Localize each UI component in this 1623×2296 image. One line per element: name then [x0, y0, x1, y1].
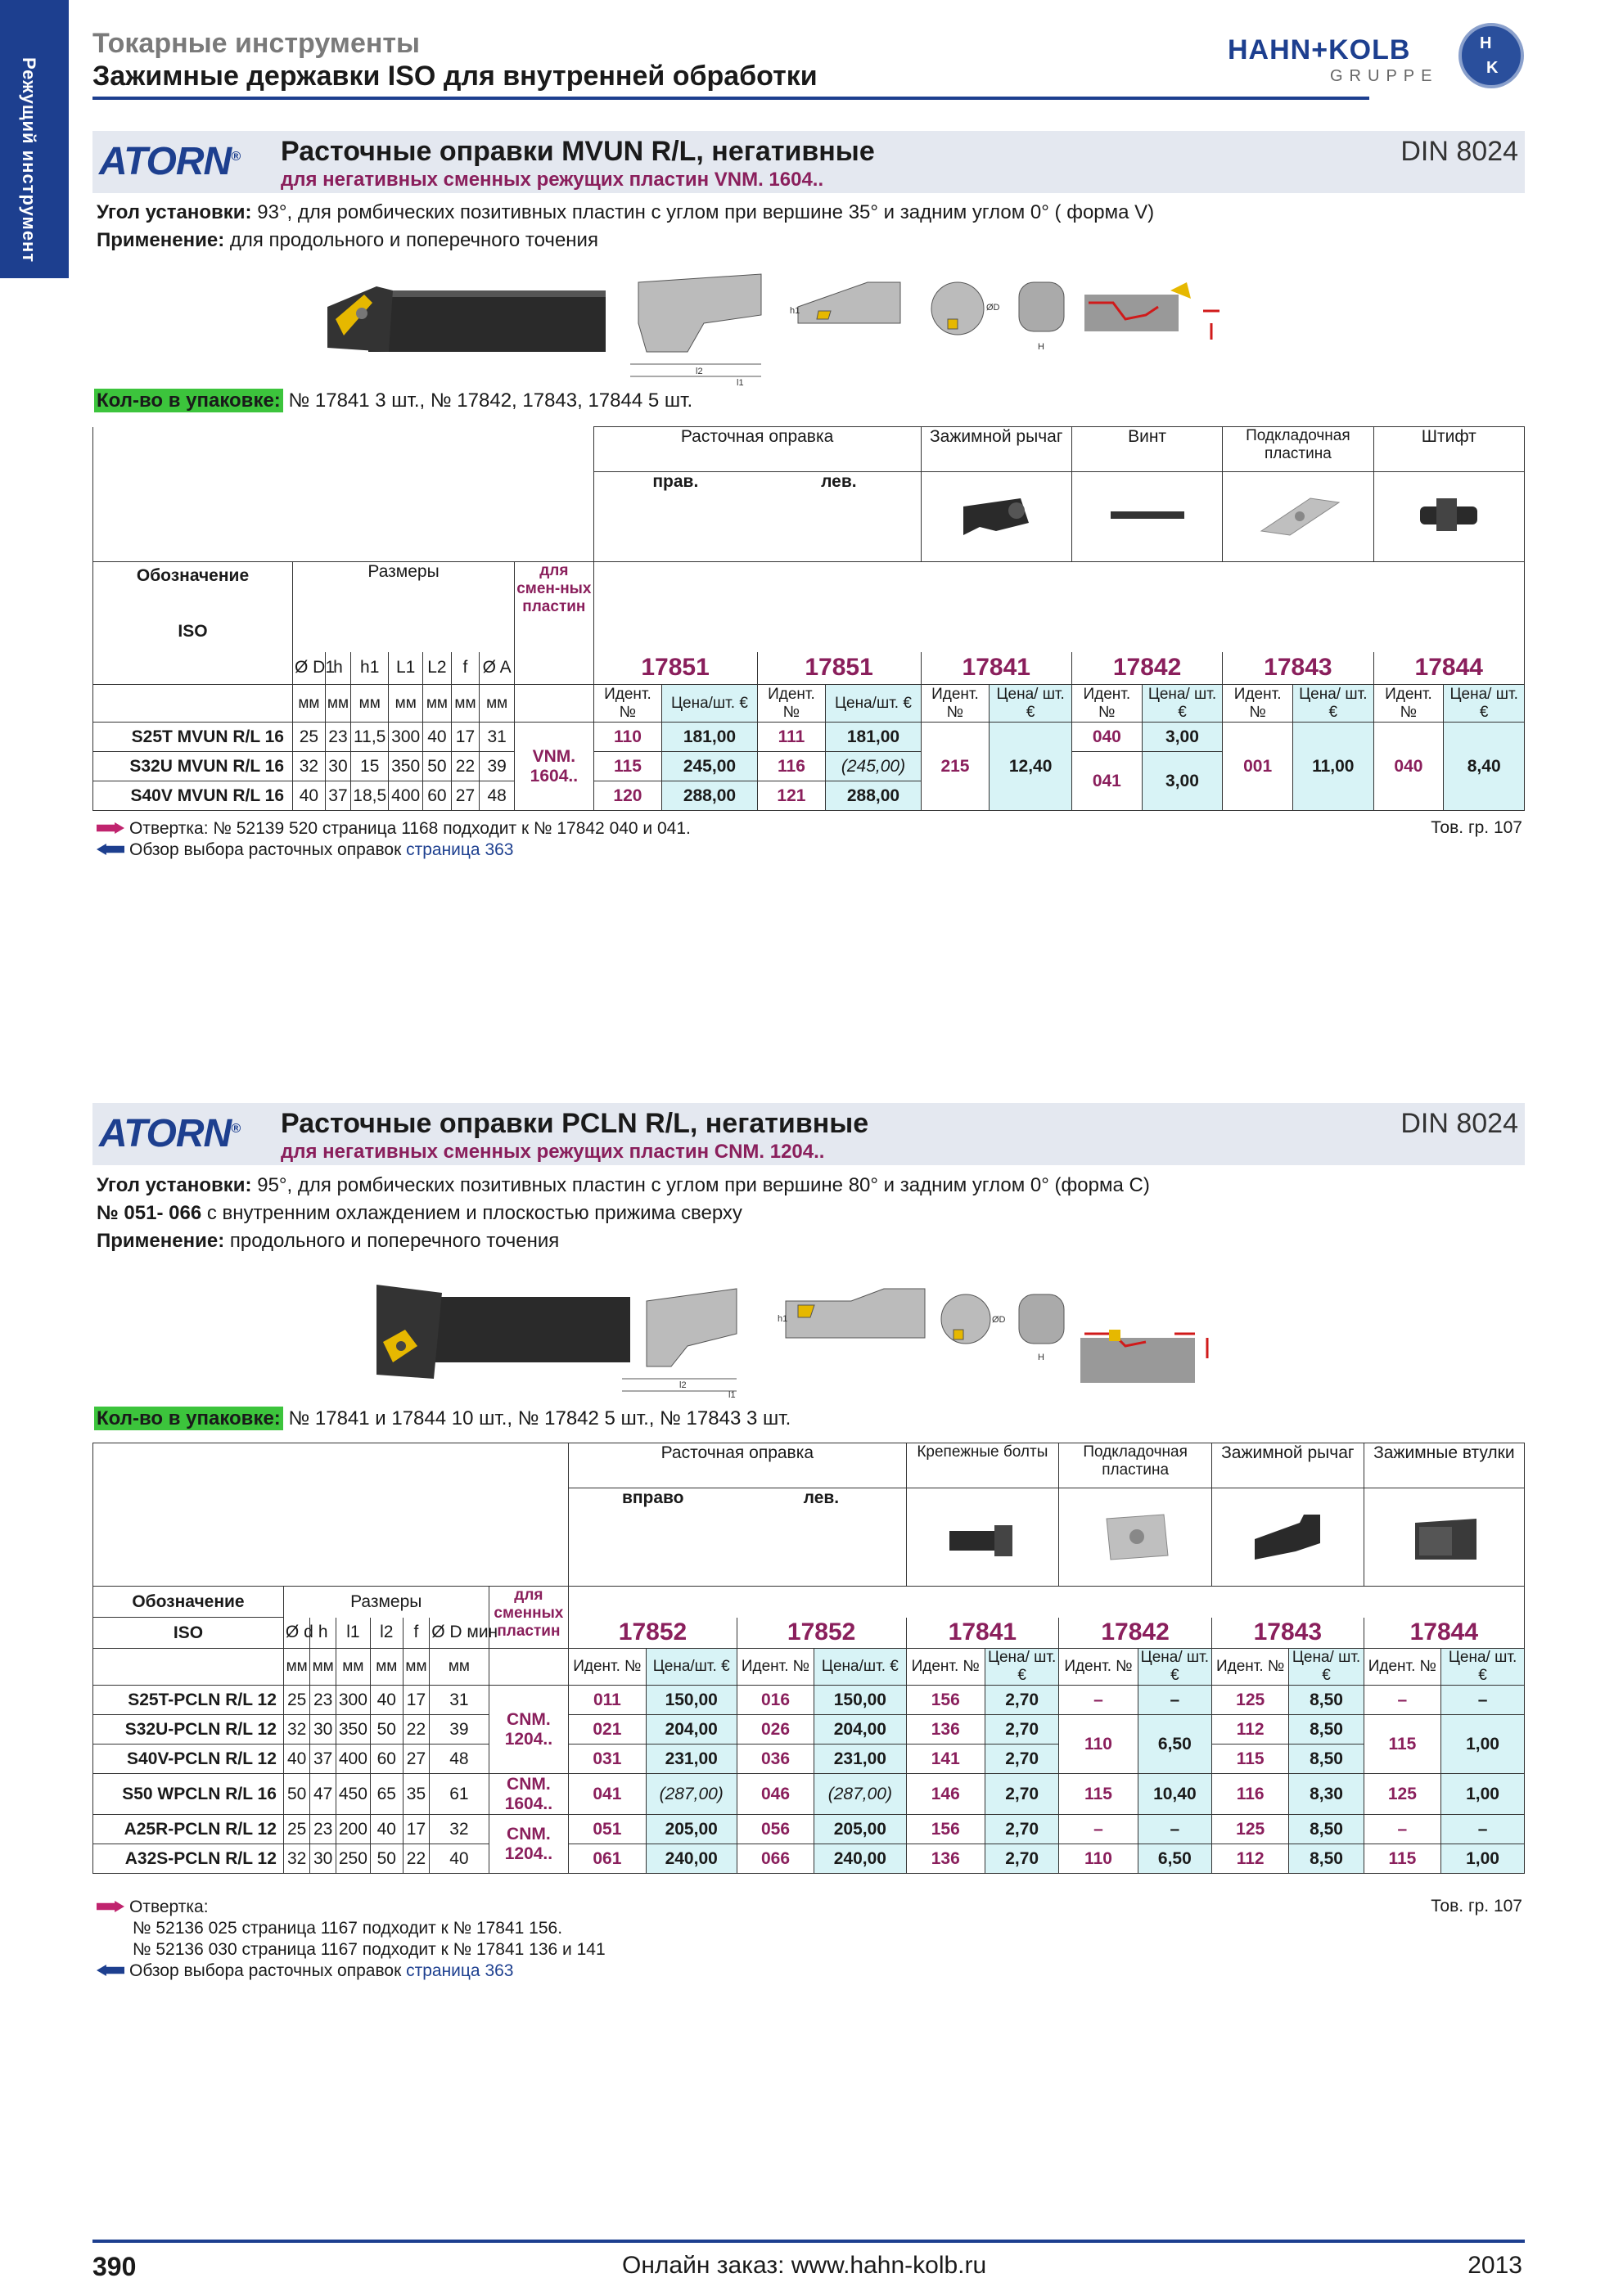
table-row: S32U-PCLN R/L 12 32 30 350 50 22 39 021 204,00 026 204,00 136 2,70 110 6,50 112 8,50 115 1,00	[93, 1715, 1525, 1745]
section1-pack-qty: Кол-во в упаковке: № 17841 3 шт., № 17842, 17843, 17844 5 шт.	[94, 389, 692, 412]
screw-photo	[1071, 472, 1222, 562]
arrow-right-icon	[97, 1901, 124, 1912]
group-lever: Зажимной рычаг	[921, 427, 1071, 472]
logo-wordmark: HAHN+KOLB	[1228, 34, 1411, 65]
group-pin: Штифт	[1373, 427, 1524, 472]
svg-text:l2: l2	[679, 1380, 687, 1390]
group-shim: Подкладочная пластина	[1223, 427, 1373, 472]
sleeve-photo	[1364, 1488, 1524, 1587]
article-17843: 17843	[1223, 652, 1373, 685]
svg-text:ØD: ØD	[992, 1315, 1006, 1325]
left-hand-label: лев.	[757, 472, 921, 562]
din-standard: DIN 8024	[1400, 136, 1518, 167]
page-link[interactable]: страница 363	[406, 1961, 514, 1980]
section2-drawings	[376, 1285, 1244, 1399]
svg-text:l2: l2	[696, 367, 703, 376]
bar-section-drawing	[931, 282, 1064, 352]
table-row: S25T MVUN R/L 16 25 23 11,5 300 40 17 31 VNM. 1604.. 110 181,00 111 181,00 215 12,40 040 3,00 001 11,00 040 8,40	[93, 723, 1525, 752]
table-row: S25T-PCLN R/L 12 25 23 300 40 17 31 CNM. 1204.. 011 150,00 016 150,00 156 2,70 – – 125 8,50 – –	[93, 1686, 1525, 1715]
section1-drawings	[327, 274, 1244, 388]
product-group: Тов. гр. 107	[1431, 1897, 1522, 1916]
iso-head: ISO	[93, 1618, 284, 1649]
bar-section-drawing	[941, 1294, 1064, 1362]
section1-application: Применение: для продольного и поперечного точения	[97, 229, 598, 251]
boring-bar-photo	[376, 1285, 630, 1379]
insert-head: для сменных пластин	[489, 1587, 569, 1649]
section2-angle: Угол установки: 95°, для ромбических позитивных пластин с углом при вершине 80° и задним углом 0° (форма C)	[97, 1174, 1150, 1196]
svg-text:H: H	[1038, 342, 1044, 352]
sizes-head: Размеры	[293, 562, 515, 652]
lever-photo	[921, 472, 1071, 562]
pin-photo	[1373, 472, 1524, 562]
table-row: A25R-PCLN R/L 12 25 23 200 40 17 32 CNM. 1204.. 051 205,00 056 205,00 156 2,70 – – 125 8,50 – –	[93, 1815, 1525, 1844]
section2-subtitle: для негативных сменных режущих пластин CNM. 1204..	[281, 1141, 825, 1163]
section1-header	[92, 131, 1525, 193]
right-hand-label: прав.	[593, 472, 757, 562]
table-row: S40V MVUN R/L 16 40 37 18,5 400 60 27 48 120 288,00 121 288,00	[93, 781, 1525, 811]
table-row: S32U MVUN R/L 16 32 30 15 350 50 22 39 115 245,00 116 (245,00) 041 3,00	[93, 752, 1525, 781]
arrow-left-icon	[97, 844, 124, 855]
svg-text:l1: l1	[737, 378, 744, 388]
group-bolts: Крепежные болты	[906, 1443, 1059, 1488]
section1-angle: Угол установки: 93°, для ромбических позитивных пластин с углом при вершине 35° и задним углом 0° ( форма V)	[97, 201, 1155, 223]
logo-emblem-icon: H K	[1458, 23, 1524, 88]
section2-header	[92, 1103, 1525, 1165]
bar-side-drawing	[790, 282, 900, 323]
footer-rule	[92, 2240, 1525, 2243]
bar-dimension-drawing	[622, 1289, 737, 1400]
page-title: Зажимные державки ISO для внутренней обработки	[92, 61, 818, 92]
table-row: A32S-PCLN R/L 12 32 30 250 50 22 40 061 240,00 066 240,00 136 2,70 110 6,50 112 8,50 115 1,00	[93, 1844, 1525, 1874]
header-rule	[92, 97, 1369, 100]
group-boring-bar: Расточная оправка	[593, 427, 921, 472]
bar-side-drawing	[778, 1289, 925, 1338]
catalog-year: 2013	[1467, 2252, 1522, 2279]
section2-application: Применение: продольного и поперечного точения	[97, 1230, 560, 1252]
group-screw: Винт	[1071, 427, 1222, 472]
article-17851-l: 17851	[757, 652, 921, 685]
section1-table: Расточная оправка Зажимной рычаг Винт Подкладочная пластина Штифт прав. лев. Обозначение ISO Размеры для смен-ных пластин Ø D1 h h1 L1 L2 f Ø A 17851 17851 17841 17842 17843 17844 мм мм мм мм мм мм мм Идент. № Цена/шт. € Идент. № Цена/шт. € Идент. № Цена/ шт. € Идент. № Цена/ шт. € Идент. № Цена/ шт. € Идент. № Цена/ шт. € S25T MVUN R/L 16 25 23 11,5 300 40 17 31 VNM. 1604.. 110 181,00 111 181,00 215 12,40 040 3,00 001 11,00 040 8,40 S32U MVUN R/L 16 32 30 15 350 50 22 39 115 245,00 116 (245,00) 041 3,00 S40V MVUN R/L 16 40 37 18,5 400 60 27 48 120 288,00 121 288,00	[92, 426, 1525, 811]
bar-dimension-drawing	[630, 274, 761, 388]
iso-head: ISO	[178, 622, 208, 641]
article-17842: 17842	[1071, 652, 1222, 685]
section1-subtitle: для негативных сменных режущих пластин VNM. 1604..	[281, 169, 824, 191]
group-sleeve: Зажимные втулки	[1364, 1443, 1524, 1488]
svg-text:H: H	[1038, 1353, 1044, 1362]
logo-subtitle: GRUPPE	[1330, 67, 1439, 85]
section2-table: Расточная оправка Крепежные болты Подкладочная пластина Зажимной рычаг Зажимные втулки вправо лев. Обозначение Размеры для сменных пластин ISO Ø d h l1 l2 f Ø D мин 17852 17852 17841 17842 17843 17844 мм мм мм мм мм мм Идент. № Цена/шт. € Идент. № Цена/шт. € Идент. № Цена/ шт. € Идент. № Цена/ шт. € Идент. № Цена/ шт. € Идент. № Цена/ шт. € S25T-PCLN R/L 12 25 23 300 40 17 31 CNM. 1204.. 011 150,00 016 150,00 156 2,70 – – 125 8,50 – – S32U-PCLN R/L 12 32 30 350 50 22 39 021 204,00 026 204,00 136 2,70 110 6,50 112 8,50 115 1,00 S40V-PCLN R/L 12 40 37 400 60 27 48 031 231,00 036 231,00 141 2,70 115 8,50 S50 WPCLN R/L 16 50 47 450 65 35 61 CNM. 1604.. 041 (287,00) 046 (287,00) 146 2,70 115 10,40 116 8,30 125 1,00 A25R-PCLN R/L 12 25 23 200 40 17 32 CNM. 1204.. 051 205,00 056 205,00 156 2,70 – – 125 8,50 – – A32S-PCLN R/L 12 32 30 250 50 22 40 061 240,00 066 240,00 136 2,70 110 6,50 112 8,50 115 1,00	[92, 1443, 1525, 1874]
machining-diagram	[1084, 282, 1220, 340]
brand-logo: ATORN®	[99, 1112, 241, 1155]
designation-head: Обозначение	[93, 1587, 284, 1618]
group-shim: Подкладочная пластина	[1059, 1443, 1212, 1488]
product-group: Тов. гр. 107	[1431, 818, 1522, 837]
section1-footnotes: Отвертка: № 52139 520 страница 1168 подходит к № 17842 040 и 041. Обзор выбора расточных оправок страница 363	[97, 818, 691, 861]
page-category-title: Токарные инструменты	[92, 28, 421, 59]
bolt-photo	[906, 1488, 1059, 1587]
side-tab-label: Режущий инструмент	[19, 57, 39, 263]
section1-title: Расточные оправки MVUN R/L, негативные	[281, 136, 875, 167]
group-lever: Зажимной рычаг	[1211, 1443, 1364, 1488]
right-hand-label: вправо	[569, 1488, 737, 1587]
article-17844: 17844	[1373, 652, 1524, 685]
brand-logo: ATORN®	[99, 140, 241, 183]
svg-text:h1: h1	[778, 1314, 788, 1324]
boring-bar-photo	[327, 286, 606, 352]
table-row: S40V-PCLN R/L 12 40 37 400 60 27 48 031 231,00 036 231,00 141 2,70 115 8,50	[93, 1745, 1525, 1774]
table-row: S50 WPCLN R/L 16 50 47 450 65 35 61 CNM. 1604.. 041 (287,00) 046 (287,00) 146 2,70 115 10,40 116 8,30 125 1,00	[93, 1774, 1525, 1815]
machining-diagram	[1080, 1330, 1207, 1383]
shim-photo	[1059, 1488, 1212, 1587]
article-17841: 17841	[921, 652, 1071, 685]
section2-footnotes: Отвертка: № 52136 025 страница 1167 подходит к № 17841 156. № 52136 030 страница 1167 подходит к № 17841 136 и 141 Обзор выбора расточных оправок страница 363	[97, 1897, 606, 1982]
side-category-tab[interactable]	[0, 0, 69, 278]
din-standard: DIN 8024	[1400, 1108, 1518, 1139]
arrow-left-icon	[97, 1965, 124, 1976]
online-order-link[interactable]: Онлайн заказ: www.hahn-kolb.ru	[622, 2252, 987, 2279]
svg-text:l1: l1	[728, 1390, 736, 1400]
article-17851-r: 17851	[593, 652, 757, 685]
sizes-head: Размеры	[283, 1587, 489, 1618]
section2-pack-qty: Кол-во в упаковке: № 17841 и 17844 10 шт., № 17842 5 шт., № 17843 3 шт.	[94, 1407, 791, 1430]
designation-head: Обозначение	[136, 566, 250, 585]
page-link[interactable]: страница 363	[406, 840, 514, 859]
arrow-right-icon	[97, 822, 124, 834]
shim-photo	[1223, 472, 1373, 562]
svg-text:ØD: ØD	[986, 303, 1000, 313]
lever-photo	[1211, 1488, 1364, 1587]
group-boring-bar: Расточная оправка	[569, 1443, 906, 1488]
section2-title: Расточные оправки PCLN R/L, негативные	[281, 1108, 869, 1139]
left-hand-label: лев.	[737, 1488, 906, 1587]
insert-head: для смен-ных пластин	[515, 562, 593, 685]
section2-coolant: № 051- 066 с внутренним охлаждением и плоскостью прижима сверху	[97, 1202, 742, 1224]
svg-text:h1: h1	[790, 306, 800, 316]
page-number: 390	[92, 2252, 137, 2281]
